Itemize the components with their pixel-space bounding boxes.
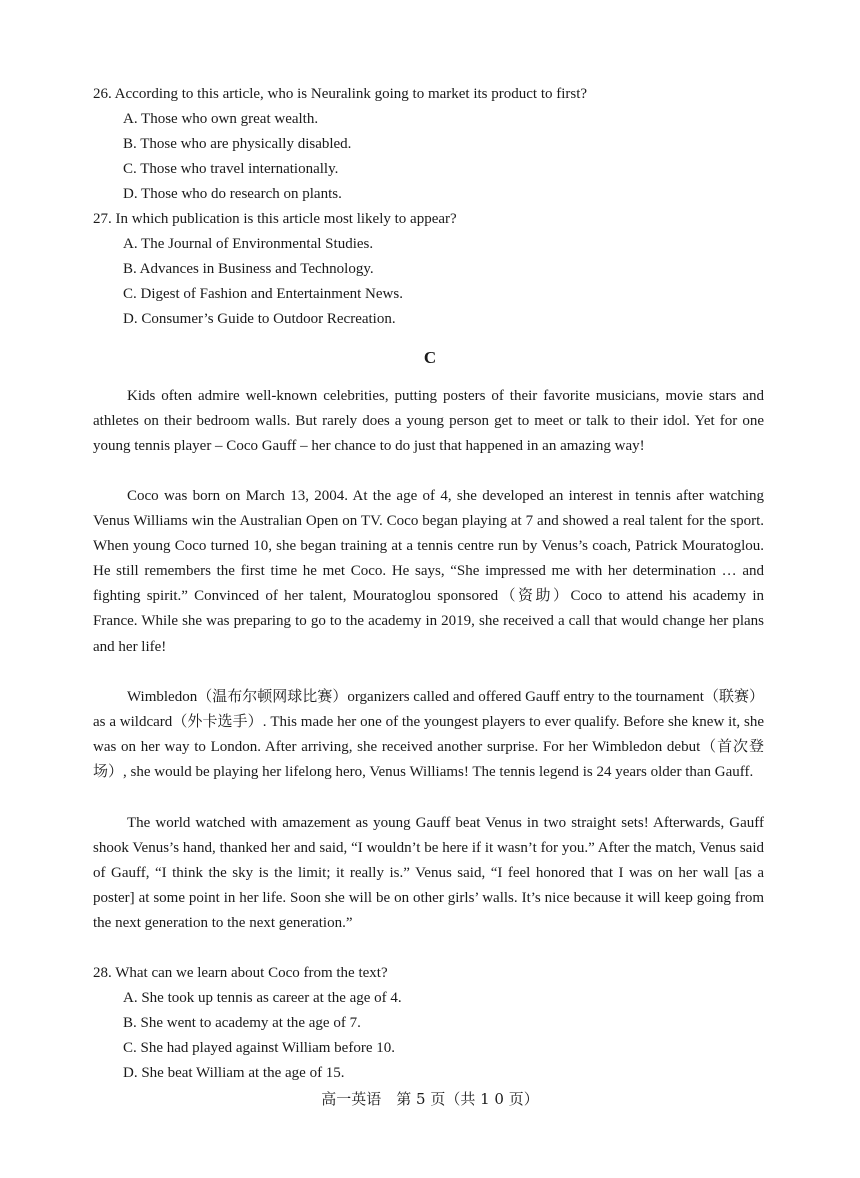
section-heading: C bbox=[423, 348, 437, 367]
question-27-option-a: A. The Journal of Environmental Studies. bbox=[123, 236, 374, 252]
passage-paragraph-4: The world watched with amazement as young Gauff beat Venus in two straight sets! Afterwards, Gauff shook Venus’s hand, thanked her and said, “I wouldn’t be here if it wasn’t for you.” After the match, Venus said of Gauff, “I think the sky is the limit; it really is.” Venus said, “I feel honored that I was on her wall [as a poster] at some point in her life. Soon she will be on other girls’ walls. It’s nice because it will keep going from the next generation to the next generation.” bbox=[93, 815, 764, 932]
question-28-stem: 28. What can we learn about Coco from the text? bbox=[93, 965, 388, 981]
question-28-option-d: D. She beat William at the age of 15. bbox=[123, 1065, 345, 1081]
question-26-stem: 26. According to this article, who is Neuralink going to market its product to first? bbox=[93, 86, 588, 102]
passage-paragraph-1: Kids often admire well-known celebrities, putting posters of their favorite musicians, movie stars and athletes on their bedroom walls. But rarely does a young person get to meet or talk to their idol. Yet for one young tennis player – Coco Gauff – her chance to do just that happened in an amazing way! bbox=[93, 388, 764, 455]
question-26-option-b: B. Those who are physically disabled. bbox=[123, 136, 352, 152]
question-28-option-a: A. She took up tennis as career at the age of 4. bbox=[123, 990, 402, 1006]
question-28-option-c: C. She had played against William before 10. bbox=[123, 1040, 395, 1056]
question-27-option-c: C. Digest of Fashion and Entertainment News. bbox=[123, 286, 403, 302]
question-27-option-b: B. Advances in Business and Technology. bbox=[123, 261, 374, 277]
question-26-option-d: D. Those who do research on plants. bbox=[123, 186, 342, 202]
question-26-option-a: A. Those who own great wealth. bbox=[123, 111, 319, 127]
question-27-stem: 27. In which publication is this article most likely to appear? bbox=[93, 211, 457, 227]
page-footer: 高一英语 第 5 页（共 1 0 页） bbox=[321, 1090, 539, 1108]
question-27-option-d: D. Consumer’s Guide to Outdoor Recreation. bbox=[123, 311, 396, 327]
passage-paragraph-2: Coco was born on March 13, 2004. At the age of 4, she developed an interest in tennis after watching Venus Williams win the Australian Open on TV. Coco began playing at 7 and showed a real talent for the sport. When young Coco turned 10, she began training at a tennis centre run by Venus’s coach, Patrick Mouratoglou. He still remembers the first time he met Coco. He says, “She impressed me with her determination … and fighting spirit.” Convinced of her talent, Mouratoglou sponsored（资助）Coco to attend his academy in France. While she was preparing to go to the academy in 2019, she received a call that would change her plans and her life! bbox=[93, 488, 764, 655]
question-26-option-c: C. Those who travel internationally. bbox=[123, 161, 339, 177]
passage-paragraph-3: Wimbledon（温布尔顿网球比赛）organizers called and offered Gauff entry to the tournament（联赛）as a wildcard（外卡选手）. This made her one of the youngest players to ever qualify. Before she knew it, she was on her way to London. After arriving, she received another surprise. For her Wimbledon debut（首次登场）, she would be playing her lifelong hero, Venus Williams! The tennis legend is 24 years older than Gauff. bbox=[93, 689, 764, 781]
question-28-option-b: B. She went to academy at the age of 7. bbox=[123, 1015, 361, 1031]
